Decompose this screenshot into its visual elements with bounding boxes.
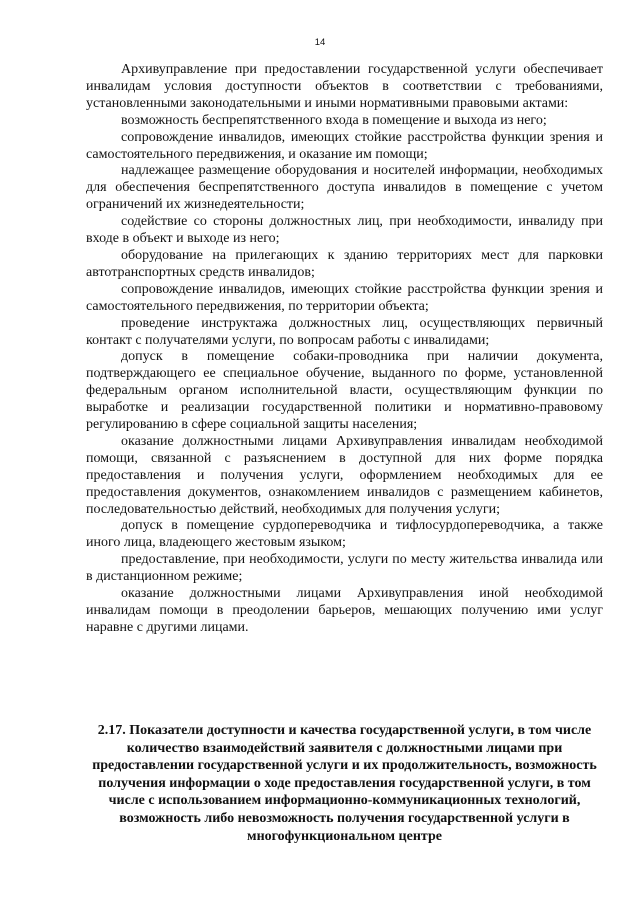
section-heading: 2.17. Показатели доступности и качества государственной услуги, в том числе количество взаимодействий заявителя с должностными лицами при предоставлении государственной услуги и их продолжительность, возможность получения информации о ходе предоставления государственной услуги, в том числе с использованием информационно-коммуникационных технологий, возможность либо невозможность получения государственной услуги в многофункциональном центре <box>92 723 597 844</box>
paragraph-list-item: проведение инструктажа должностных лиц, осуществляющих первичный контакт с получателями услуги, по вопросам работы с инвалидами; <box>86 315 603 348</box>
page-number: 14 <box>314 37 326 48</box>
paragraph-list-item: сопровождение инвалидов, имеющих стойкие расстройства функции зрения и самостоятельного передвижения, по территории объекта; <box>86 281 603 314</box>
paragraph-list-item: возможность беспрепятственного входа в помещение и выхода из него; <box>121 112 547 128</box>
body-text <box>86 62 603 637</box>
paragraph-list-item: допуск в помещение сурдопереводчика и тифлосурдопереводчика, а также иного лица, владеющего жестовым языком; <box>86 518 603 551</box>
paragraph-list-item: оказание должностными лицами Архивуправления инвалидам необходимой помощи, связанной с разъяснением в доступной для них форме порядка предоставления и получения услуги, оформлением необходимых для ее предоставления документов, ознакомлением инвалидов с размещением кабинетов, последовательностью действий, необходимых для получения услуги; <box>86 433 603 517</box>
paragraph-list-item: надлежащее размещение оборудования и носителей информации, необходимых для обеспечения беспрепятственного доступа инвалидов в помещение с учетом ограничений их жизнедеятельности; <box>86 163 603 213</box>
paragraph-list-item: предоставление, при необходимости, услуги по месту жительства инвалида или в дистанционном режиме; <box>86 552 603 585</box>
paragraph-list-item: содействие со стороны должностных лиц, при необходимости, инвалиду при входе в объект и выходе из него; <box>86 214 603 247</box>
paragraph-list-item: оказание должностными лицами Архивуправления иной необходимой инвалидам помощи в преодолении барьеров, мешающих получению ими услуг наравне с другими лицами. <box>86 586 603 635</box>
paragraph-intro: Архивуправление при предоставлении государственной услуги обеспечивает инвалидам условия доступности объектов в соответствии с требованиями, установленными законодательными и иными нормативными правовыми актами: <box>86 62 603 111</box>
paragraph-list-item: допуск в помещение собаки-проводника при наличии документа, подтверждающего ее специальное обучение, выданного по форме, установленной федеральным органом исполнительной власти, осуществляющим функции по выработке и реализации государственной политики и нормативно-правовому регулированию в сфере социальной защиты населения; <box>86 349 603 433</box>
paragraph-list-item: сопровождение инвалидов, имеющих стойкие расстройства функции зрения и самостоятельного передвижения, и оказание им помощи; <box>86 129 603 162</box>
paragraph-list-item: оборудование на прилегающих к зданию территориях мест для парковки автотранспортных средств инвалидов; <box>86 247 603 280</box>
